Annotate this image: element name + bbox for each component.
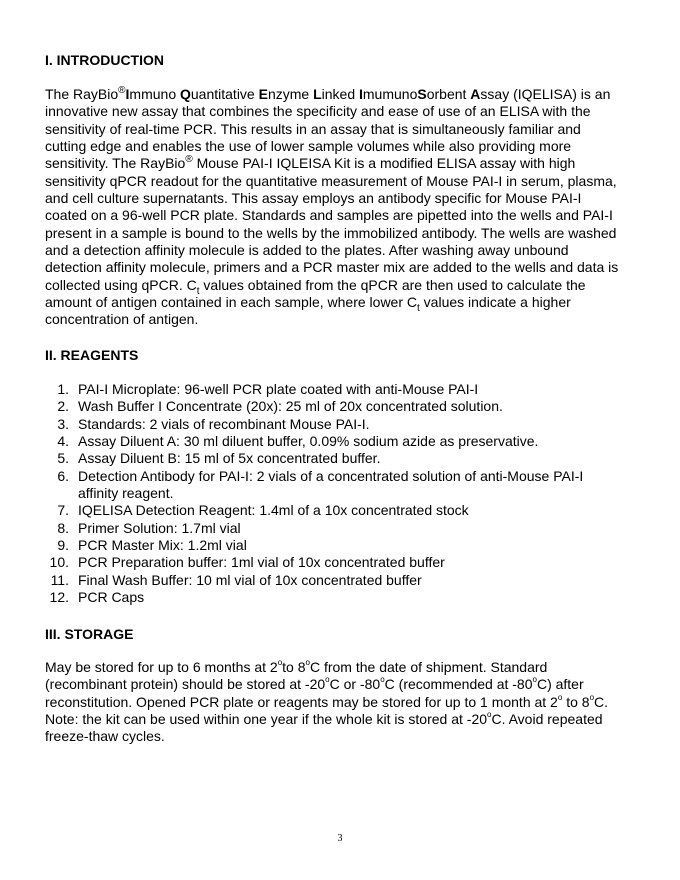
storage-paragraph [45, 659, 645, 746]
list-item-text: Final Wash Buffer: 10 ml vial of 10x concentrated buffer [78, 571, 422, 588]
list-item-number: 4. [57, 433, 69, 450]
page-number: 3 [337, 833, 343, 844]
list-item-text: Wash Buffer I Concentrate (20x): 25 ml of 20x concentrated solution. [78, 398, 503, 415]
list-item-text: Detection Antibody for PAI-I: 2 vials of a concentrated solution of anti-Mouse PAI-I [78, 467, 584, 484]
intro-line: detection affinity molecule, primers and a PCR master mix are added to the wells and data is [45, 259, 619, 276]
intro-line: sensitivity qPCR readout for the quantitative measurement of Mouse PAI-I in serum, plasma, [45, 172, 617, 189]
intro-line: present in a sample is bound to the wells by the immobilized antibody. The wells are washed [45, 224, 617, 241]
storage-line: Note: the kit can be used within one year if the whole kit is stored at -20$^o$C. Avoid repeated [45, 710, 603, 728]
list-item-number: 8. [57, 519, 69, 536]
storage-line: freeze-thaw cycles. [45, 728, 165, 745]
list-item-text: affinity reagent. [78, 485, 174, 502]
storage-line: reconstitution. Opened PCR plate or reagents may be stored for up to 1 month at 2$^o$ to 8$^o$C. [45, 692, 609, 710]
list-item-number: 3. [57, 415, 69, 432]
intro-line: The RayBio®Immuno Quantitative Enzyme Linked ImumunoSorbent Assay (IQELISA) is an [45, 85, 611, 102]
list-item-text: Primer Solution: 1.7ml vial [78, 519, 241, 536]
degree-mark: o [589, 692, 595, 702]
list-item-number: 5. [57, 450, 69, 467]
list-item-number: 6. [57, 467, 69, 484]
intro-line: and a detection affinity molecule is added to the plates. After washing away unbound [45, 242, 569, 259]
subscript: t [417, 303, 420, 315]
reagent-list [45, 381, 645, 606]
reagent-list-item [45, 572, 645, 589]
reagent-list-item [45, 381, 645, 398]
list-item-text: PAI-I Microplate: 96-well PCR plate coated with anti-Mouse PAI-I [78, 381, 479, 397]
list-item-number: 12. [49, 589, 69, 606]
intro-line: sensitivity. The RayBio® Mouse PAI-I IQLEISA Kit is a modified ELISA assay with high [45, 154, 576, 172]
reagent-list-item [45, 537, 645, 554]
section-heading-storage: III. STORAGE [45, 626, 134, 642]
list-item-number: 1. [57, 381, 69, 397]
intro-line: cutting edge and enables the use of lower sample volumes while also providing more [45, 138, 572, 155]
degree-mark: o [305, 658, 310, 667]
section-heading-introduction: I. INTRODUCTION [45, 52, 164, 68]
list-item-number: 9. [57, 537, 69, 554]
intro-line: amount of antigen contained in each sample, where lower $C_t$ values indicate a higher [45, 294, 571, 315]
degree-mark: o [487, 710, 492, 720]
list-item-number: 11. [50, 571, 69, 588]
list-item-text: Assay Diluent B: 15 ml of 5x concentrated buffer. [78, 450, 381, 467]
degree-mark: o [380, 675, 385, 685]
degree-mark: o [277, 658, 283, 667]
storage-line: (recombinant protein) should be stored at -20$^o$C or -80$^o$C (recommended at -80$^o$C) after [45, 675, 584, 693]
reagent-list-item [45, 468, 645, 503]
degree-mark: o [532, 675, 537, 685]
reagent-list-item [45, 416, 645, 433]
reagent-list-item [45, 502, 645, 519]
intro-line: innovative new assay that combines the specificity and ease of use of an ELISA with the [45, 103, 591, 120]
intro-line: coated on a 96-well PCR plate. Standards and samples are pipetted into the wells and PAI-I [45, 207, 613, 224]
list-item-number: 10. [49, 554, 69, 571]
list-item-text: Standards: 2 vials of recombinant Mouse PAI-I. [78, 415, 370, 432]
introduction-paragraph [45, 86, 645, 329]
list-item-text: PCR Preparation buffer: 1ml vial of 10x concentrated buffer [78, 554, 445, 571]
list-item-number: 2. [57, 398, 69, 415]
degree-mark: o [325, 675, 330, 685]
section-heading-reagents: II. REAGENTS [45, 347, 139, 363]
registered-mark: ® [118, 85, 126, 96]
intro-line: and cell culture supernatants. This assay employs an antibody specific for Mouse PAI-I [45, 190, 582, 207]
reagent-list-item [45, 554, 645, 571]
intro-line: concentration of antigen. [45, 311, 199, 328]
storage-line: May be stored for up to 6 months at 2$^o$to 8$^o$C from the date of shipment. Standard [45, 658, 548, 675]
reagent-list-item [45, 433, 645, 450]
subscript: t [196, 285, 200, 297]
list-item-text: IQELISA Detection Reagent: 1.4ml of a 10x concentrated stock [78, 502, 469, 519]
intro-line: sensitivity of real-time PCR. This results in an assay that is simultaneously familiar and [45, 120, 581, 137]
intro-line: collected using qPCR. $C_t$ values obtained from the qPCR are then used to calculate the [45, 276, 586, 297]
list-item-text: Assay Diluent A: 30 ml diluent buffer, 0.09% sodium azide as preservative. [78, 433, 539, 450]
reagent-list-item [45, 520, 645, 537]
reagent-list-item [45, 450, 645, 467]
reagent-list-item [45, 398, 645, 415]
list-item-text: PCR Caps [78, 589, 145, 606]
registered-mark: ® [185, 154, 193, 166]
degree-mark: o [557, 692, 563, 702]
list-item-text: PCR Master Mix: 1.2ml vial [78, 537, 247, 554]
reagent-list-item [45, 589, 645, 606]
list-item-number: 7. [57, 502, 69, 519]
